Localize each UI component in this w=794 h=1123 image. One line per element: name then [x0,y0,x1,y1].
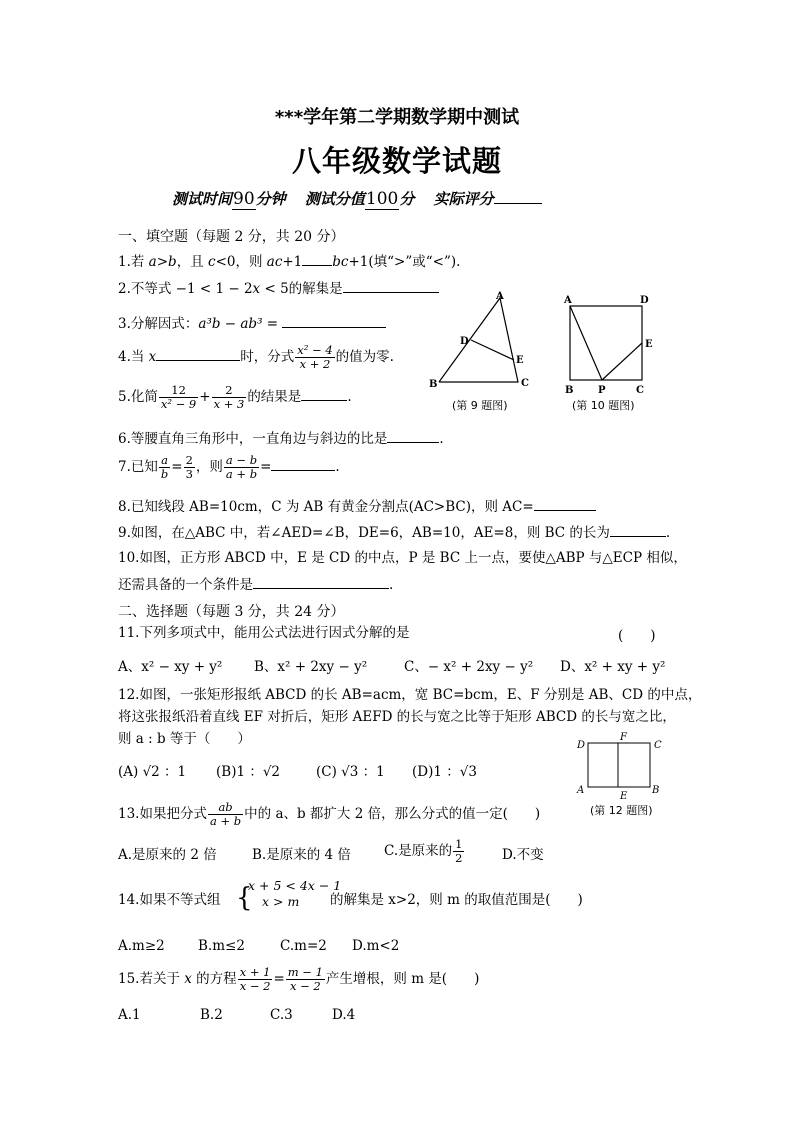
fig10-label-c: C [636,385,644,396]
answer-blank-1[interactable] [302,252,332,266]
question-11-option-b[interactable]: B、x² + 2xy − y² [254,659,368,675]
exam-subtitle: ***学年第二学期数学期中测试 [274,107,520,128]
actual-score-blank[interactable] [494,190,542,204]
fig9-label-e: E [516,355,524,366]
figure-10-square [556,290,660,396]
question-12-line-2: 将这张报纸沿着直线 EF 对折后，矩形 AEFD 的长与宽之比等于矩形 ABCD 的长与宽之比， [118,709,676,725]
question-10-line-1: 10.如图，正方形 ABCD 中，E 是 CD 的中点，P 是 BC 上一点，要使△ABP 与△ECP 相似， [118,550,687,566]
fig9-label-b: B [429,379,438,390]
exam-info-line [172,188,542,210]
figure-9-triangle [426,288,538,392]
question-13-option-a[interactable]: A.是原来的 2 倍 [118,847,217,863]
fig10-label-d: D [640,295,649,306]
fig12-label-f: F [620,732,627,743]
score-value: 100 [365,189,399,209]
question-15-option-c[interactable]: C.3 [270,1007,293,1023]
question-10-line-2: 还需具备的一个条件是 . [118,577,394,593]
answer-blank-10[interactable] [253,575,389,589]
question-1: 1.若 a>b，且 c<0，则 ac+1 bc+1(填“>”或“<”). [118,254,461,270]
section-choice-heading: 二、选择题（每题 3 分，共 24 分） [118,604,345,620]
fig12-label-a: A [577,785,585,796]
question-5: 5.化简 $\frac{12}{\text{x² − 9}}$ + $\frac{2}{x + 3}$ 的结果是 . [118,383,352,411]
fig10-label-p: P [598,385,606,396]
score-unit: 分 [399,190,415,208]
question-11-option-a[interactable]: A、x² − xy + y² [118,659,223,675]
question-13-option-c[interactable]: C.是原来的 $\frac{1}{2}$ [384,837,463,865]
answer-blank-4[interactable] [156,347,240,361]
question-12-option-d[interactable]: (D)1 ：√3 [412,764,477,780]
question-11-option-c[interactable]: C、− x² + 2xy − y² [404,659,534,675]
figure-12-rectangle [574,731,666,803]
answer-blank-2[interactable] [343,279,439,293]
question-15-option-a[interactable]: A.1 [118,1007,141,1023]
fig12-label-e: E [620,791,628,802]
question-14-brace: { [236,883,253,913]
question-13-option-b[interactable]: B.是原来的 4 倍 [252,847,351,863]
answer-blank-6[interactable] [387,429,439,443]
question-14-system: x + 5 < 4x − 1 x > m [248,878,342,909]
figure-12-caption: (第 12 题图) [590,804,653,817]
time-label: 测试时间 [172,190,233,208]
fig12-label-b: B [652,785,660,796]
figure-10-caption: (第 10 题图) [572,399,635,412]
fig12-label-d: D [577,740,586,751]
answer-blank-5[interactable] [301,387,347,401]
exam-title: 八年级数学试题 [291,144,502,178]
question-15: 15.若关于 x 的方程 $\frac{x + 1}{x - 2}$ = $\frac{m - 1}{x - 2}$ 产生增根，则 m 是( ) [118,965,480,993]
fig10-label-e: E [645,339,653,350]
question-12-line-3: 则 a : b 等于（ ） [118,731,251,747]
question-2: 2.不等式 −1 < 1 − 2x < 5的解集是 [118,279,439,298]
time-unit: 分钟 [255,190,286,208]
figure-9-caption: (第 9 题图) [452,399,508,412]
question-9: 9.如图，在△ABC 中，若∠AED=∠B，DE=6，AB=10，AE=8，则 BC 的长为 . [118,525,671,541]
score-label: 测试分值 [304,190,365,208]
fig12-label-c: C [654,740,662,751]
section-fill-heading: 一、填空题（每题 2 分，共 20 分） [118,229,345,245]
question-12-option-a[interactable]: (A) √2 ：1 [118,764,187,780]
question-11-answer-paren[interactable]: ( ) [618,628,656,644]
question-11-option-d[interactable]: D、x² + xy + y² [560,659,666,675]
question-7: 7.已知 $\frac{a}{b}$ = $\frac{2}{3}$ ，则 $\frac{a - b}{a + b}$ = . [118,453,340,481]
question-15-option-b[interactable]: B.2 [200,1007,223,1023]
fig9-label-a: A [496,291,504,302]
question-13: 13.如果把分式 $\frac{ab}{a + b}$ 中的 a、b 都扩大 2 倍，那么分式的值一定( ) [118,800,541,828]
answer-blank-8[interactable] [534,497,596,511]
question-3: 3.分解因式：a³b − ab³ = [118,314,386,333]
question-14-option-a[interactable]: A.m≥2 [118,938,165,954]
fig10-label-a: A [564,295,572,306]
question-14-stem: 14.如果不等式组 [118,892,221,908]
question-14-option-d[interactable]: D.m<2 [352,938,400,954]
question-14-tail: 的解集是 x>2，则 m 的取值范围是( ) [330,892,583,908]
actual-score-label: 实际评分 [433,190,494,208]
question-12-line-1: 12.如图，一张矩形报纸 ABCD 的长 AB=acm，宽 BC=bcm，E、F 分别是 AB、CD 的中点， [118,687,702,703]
fig10-label-b: B [565,385,574,396]
answer-blank-7[interactable] [271,457,335,471]
question-12-option-b[interactable]: (B)1 ：√2 [216,764,281,780]
question-13-option-d[interactable]: D.不变 [502,847,544,863]
question-15-option-d[interactable]: D.4 [332,1007,356,1023]
question-8: 8.已知线段 AB=10cm，C 为 AB 有黄金分割点(AC>BC)，则 AC= [118,497,596,516]
question-12-option-c[interactable]: (C) √3 ：1 [316,764,385,780]
fig9-label-d: D [460,336,469,347]
question-11: 11.下列多项式中，能用公式法进行因式分解的是 [118,625,410,641]
answer-blank-3[interactable] [282,314,386,328]
fig9-label-c: C [521,378,529,389]
answer-blank-9[interactable] [610,523,666,537]
question-14-option-b[interactable]: B.m≤2 [198,938,245,954]
time-value: 90 [233,189,255,209]
question-6: 6.等腰直角三角形中，一直角边与斜边的比是 . [118,431,444,447]
question-14-option-c[interactable]: C.m=2 [280,938,327,954]
question-4: 4.当 x 时，分式 $\frac{\text{x² − 4}}{x + 2}$ 的值为零. [118,343,394,371]
